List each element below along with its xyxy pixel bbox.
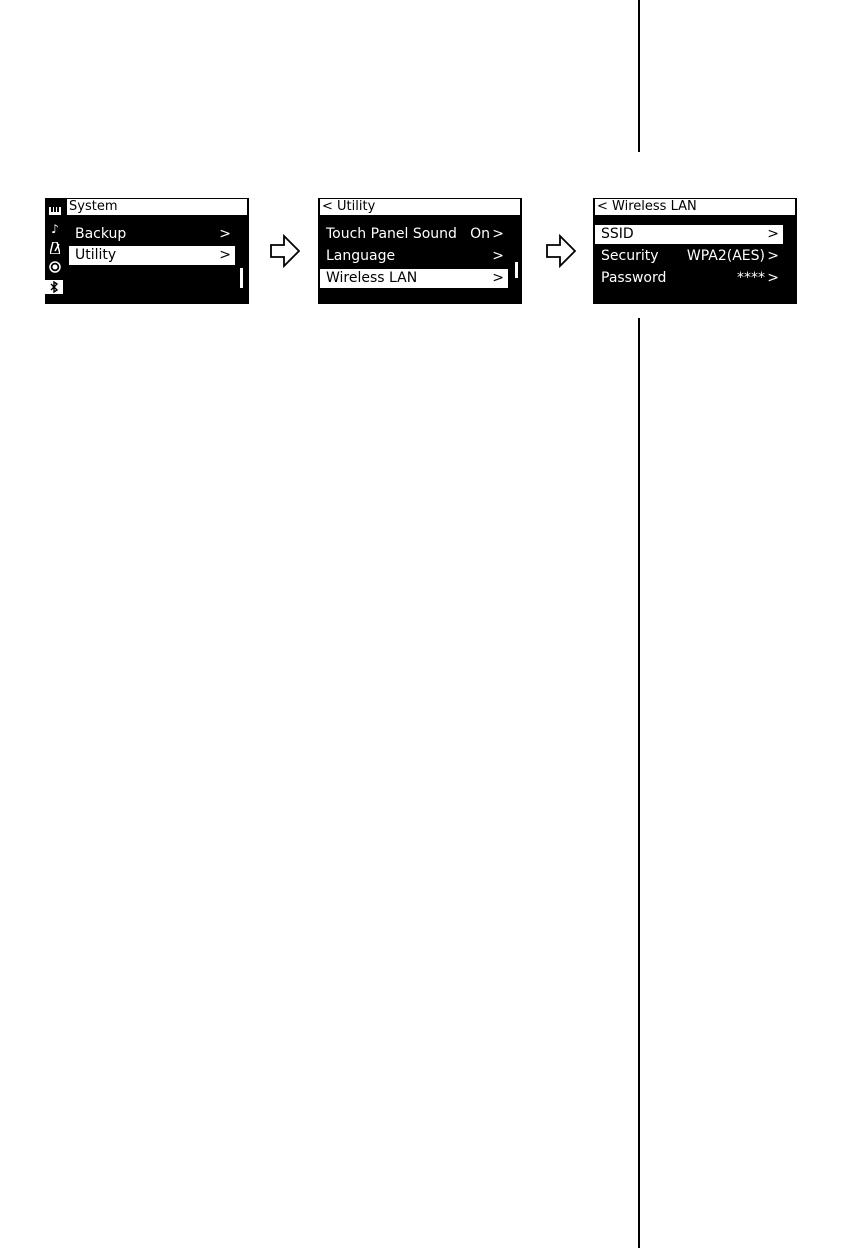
page-divider-top: [638, 0, 640, 152]
screen-title-text: System: [69, 199, 118, 214]
menu-item-security[interactable]: [595, 247, 783, 266]
chevron-right-icon: >: [767, 226, 779, 242]
utility-menu-screen: [318, 198, 522, 304]
music-note-icon[interactable]: ♪: [51, 222, 59, 236]
menu-item-value: ****: [737, 270, 765, 286]
arrow-right-icon: [270, 234, 300, 268]
chevron-right-icon: >: [219, 247, 231, 263]
screen-title[interactable]: [595, 199, 795, 215]
chevron-right-icon: >: [492, 248, 504, 264]
menu-item-backup[interactable]: [69, 225, 235, 244]
record-icon[interactable]: [48, 260, 62, 274]
page-divider-bottom: [638, 318, 640, 1248]
wireless-lan-screen: [593, 198, 797, 304]
menu-item-touch-panel-sound[interactable]: [320, 225, 508, 244]
chevron-right-icon: >: [767, 248, 779, 264]
scrollbar[interactable]: [240, 268, 243, 288]
menu-item-wireless-lan[interactable]: [320, 269, 508, 288]
menu-item-value: On: [470, 226, 490, 242]
menu-item-label: Language: [326, 248, 396, 264]
menu-item-utility[interactable]: [69, 246, 235, 265]
chevron-right-icon: >: [767, 270, 779, 286]
screen-title-text: Wireless LAN: [612, 199, 697, 214]
screen-title[interactable]: [320, 199, 520, 215]
screen-title-text: Utility: [337, 199, 376, 214]
screen-title: [67, 199, 247, 215]
piano-icon[interactable]: [48, 203, 62, 217]
menu-item-value: WPA2(AES): [686, 248, 765, 264]
menu-item-password[interactable]: [595, 269, 783, 288]
back-chevron-icon[interactable]: <: [322, 199, 333, 214]
menu-item-label: Backup: [75, 226, 127, 242]
metronome-icon[interactable]: [48, 241, 62, 255]
arrow-right-icon: [546, 234, 576, 268]
chevron-right-icon: >: [492, 270, 504, 286]
chevron-right-icon: >: [492, 226, 504, 242]
menu-item-language[interactable]: [320, 247, 508, 266]
scrollbar[interactable]: [515, 262, 518, 278]
menu-item-ssid[interactable]: [595, 225, 783, 244]
chevron-right-icon: >: [219, 226, 231, 242]
menu-item-label: Touch Panel Sound: [326, 226, 457, 242]
bluetooth-icon[interactable]: [45, 280, 63, 294]
system-menu-screen: [45, 198, 249, 304]
menu-tab-column: [45, 198, 65, 304]
menu-item-label: Wireless LAN: [326, 270, 418, 286]
menu-item-label: SSID: [601, 226, 634, 242]
menu-item-label: Security: [601, 248, 659, 264]
menu-item-label: Password: [601, 270, 667, 286]
back-chevron-icon[interactable]: <: [597, 199, 608, 214]
menu-item-label: Utility: [75, 247, 117, 263]
